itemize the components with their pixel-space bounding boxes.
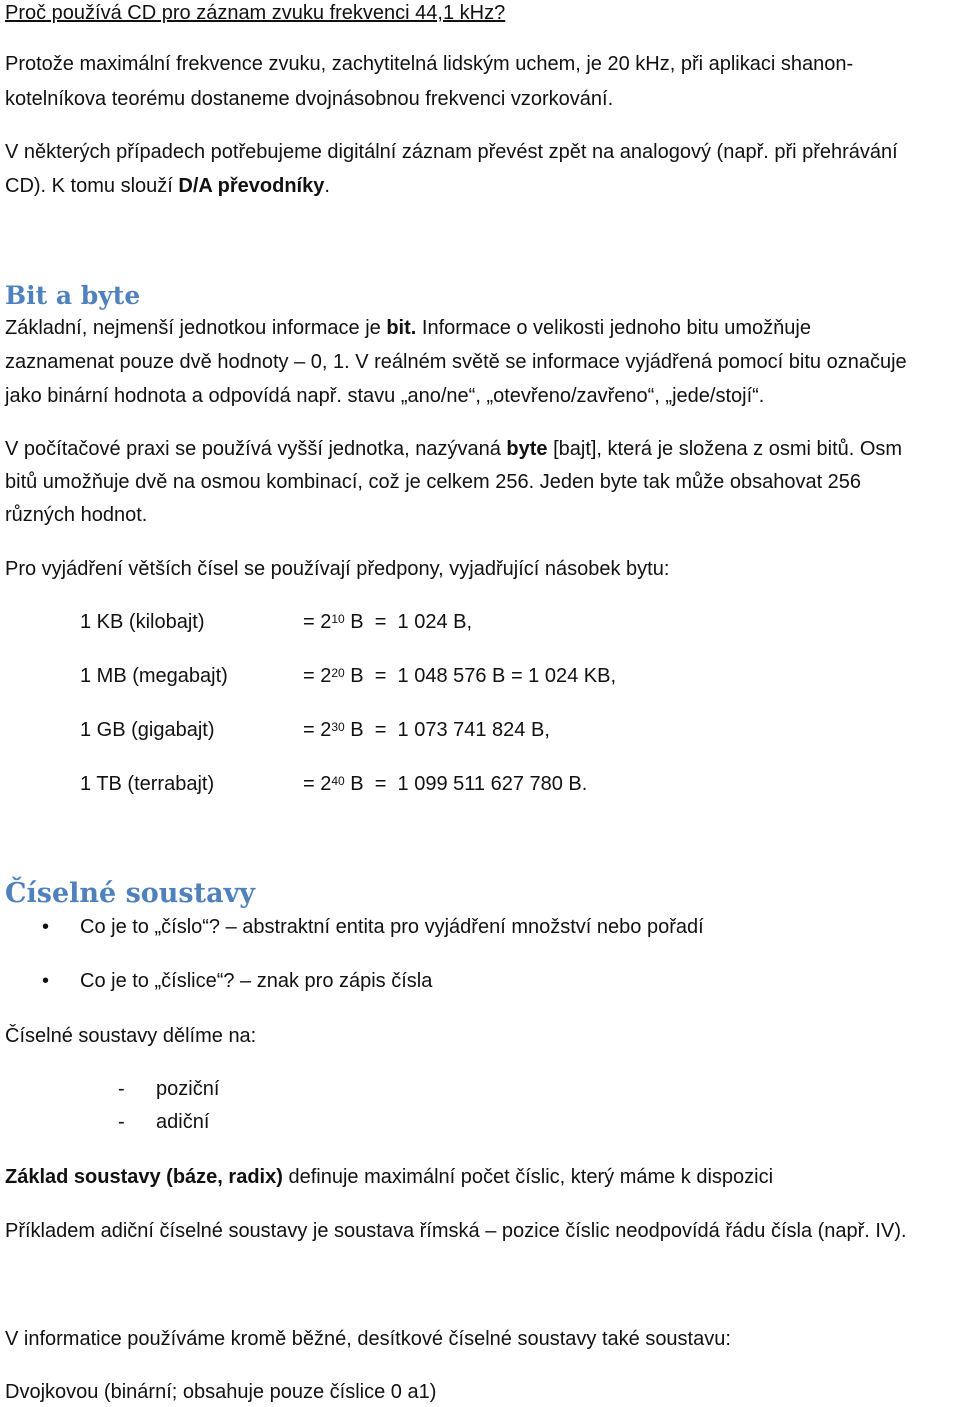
byte-line-2: bitů umožňuje dvě na osmou kombinací, což je celkem 256. Jeden byte tak může obsahovat 256 [5, 471, 862, 493]
prefix-intro: Pro vyjádření větších čísel se používají předpony, vyjadřující násobek bytu: [5, 558, 670, 580]
unit-rest: B = 1 024 B, [344, 611, 473, 633]
unit-rest: B = 1 048 576 B = 1 024 KB, [344, 665, 617, 687]
da-line-2 [5, 174, 330, 198]
binary-line: Dvojkovou (binární; obsahuje pouze číslice 0 a1) [5, 1381, 437, 1403]
example-line: Příkladem adiční číselné soustavy je soustava římská – pozice číslic neodpovídá řádu čísla (např. IV). [5, 1220, 907, 1242]
bullet-item: Co je to „číslo“? – abstraktní entita pro vyjádření množství nebo pořadí [80, 916, 704, 938]
base-line [5, 1165, 773, 1189]
info-line: V informatice používáme kromě běžné, desítkové číselné soustavy také soustavu: [5, 1328, 731, 1350]
answer-line-2: kotelníkova teorému dostaneme dvojnásobnou frekvenci vzorkování. [5, 88, 614, 110]
unit-exp: 40 [331, 774, 345, 788]
bit-l1-a: Základní, nejmenší jednotkou informace je [5, 317, 387, 339]
base-bold: Základ soustavy (báze, radix) [5, 1166, 283, 1188]
byte-l1-b: [bajt], která je složena z osmi bitů. Osm [547, 438, 903, 460]
unit-exp: 10 [331, 612, 345, 626]
unit-eq: = 2 [303, 773, 332, 795]
da-converters: D/A převodníky [178, 175, 325, 197]
section-heading-numeral-systems: Číselné soustavy [5, 878, 255, 909]
bit-l1-b: Informace o velikosti jednoho bitu umožňuje [416, 317, 811, 339]
da-prefix: CD). K tomu slouží [5, 175, 179, 197]
bit-line-2: zaznamenat pouze dvě hodnoty – 0, 1. V reálném světě se informace vyjádřená pomocí bitu označuje [5, 351, 907, 373]
bullet-item: Co je to „číslice“? – znak pro zápis čísla [80, 970, 433, 992]
unit-name: 1 GB (gigabajt) [80, 719, 215, 741]
unit-eq: = 2 [303, 611, 332, 633]
unit-rest: B = 1 073 741 824 B, [344, 719, 550, 741]
da-end: . [324, 175, 330, 197]
unit-name: 1 KB (kilobajt) [80, 611, 205, 633]
unit-exp: 30 [331, 720, 345, 734]
bullet-icon: • [42, 916, 50, 938]
type-item: poziční [156, 1078, 220, 1100]
da-line-1: V některých případech potřebujeme digitální záznam převést zpět na analogový (např. při přehrávání [5, 141, 898, 163]
type-item: adiční [156, 1111, 210, 1133]
byte-l1-bold: byte [506, 438, 548, 460]
byte-l1-a: V počítačové praxi se používá vyšší jednotka, nazývaná [5, 438, 507, 460]
unit-row-gb [80, 718, 550, 742]
bit-line-1 [5, 316, 811, 340]
base-rest: definuje maximální počet číslic, který máme k dispozici [282, 1166, 774, 1188]
unit-row-kb [80, 610, 472, 634]
section-heading-bit-byte: Bit a byte [5, 281, 141, 310]
unit-name: 1 TB (terrabajt) [80, 773, 215, 795]
dash-icon: - [118, 1078, 125, 1100]
unit-row-tb [80, 772, 587, 796]
bullet-icon: • [42, 970, 50, 992]
unit-eq: = 2 [303, 719, 332, 741]
question-heading: Proč používá CD pro záznam zvuku frekvenci 44,1 kHz? [5, 2, 506, 24]
bit-line-3: jako binární hodnota a odpovídá např. stavu „ano/ne“, „otevřeno/zavřeno“, „jede/stojí“. [5, 385, 765, 407]
bit-l1-bold: bit. [386, 317, 417, 339]
dash-icon: - [118, 1111, 125, 1133]
unit-name: 1 MB (megabajt) [80, 665, 228, 687]
unit-exp: 20 [331, 666, 345, 680]
unit-row-mb [80, 664, 616, 688]
unit-rest: B = 1 099 511 627 780 B. [344, 773, 588, 795]
unit-eq: = 2 [303, 665, 332, 687]
byte-line-3: různých hodnot. [5, 504, 148, 526]
byte-line-1 [5, 437, 902, 461]
divide-intro: Číselné soustavy dělíme na: [5, 1025, 257, 1047]
answer-line-1: Protože maximální frekvence zvuku, zachytitelná lidským uchem, je 20 kHz, při aplikaci shanon- [5, 53, 854, 75]
